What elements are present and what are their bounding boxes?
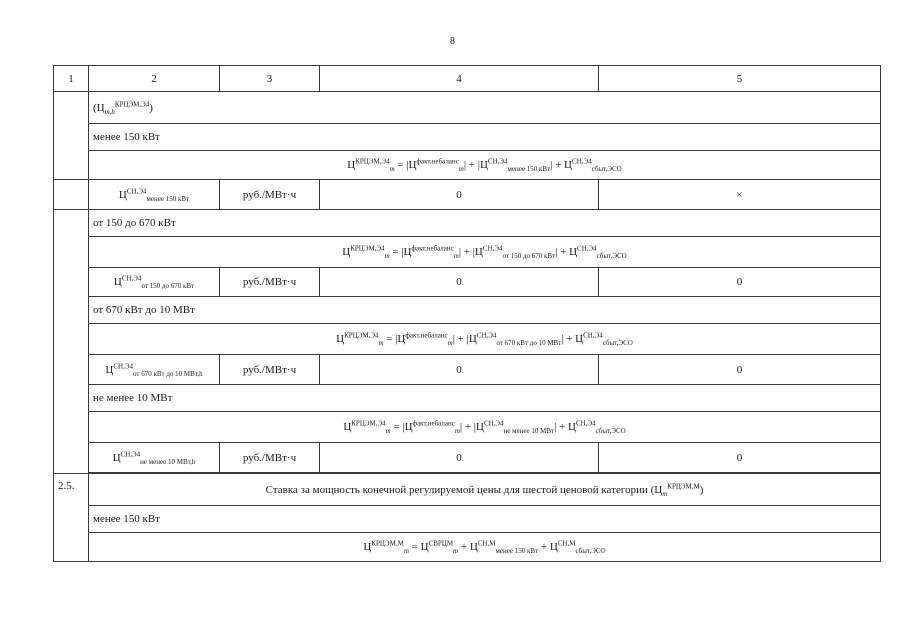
tariff-table (53, 65, 881, 562)
formula-cell: $Ц^{КРЦЭМ,М}_m = Ц^{СВРЦМ}_m + Ц^{СН,М}_{менее 150 кВт} + Ц^{СН,М}_{сбыт,ЭСО}$ (89, 533, 881, 562)
value-col-4: 0 (320, 268, 599, 297)
value-col-4: 0 (320, 443, 599, 473)
formula-cell: $Ц^{КРЦЭМ,Э4}_m = |Ц^{факт,небаланс}_m| + |Ц^{СН,Э4}_{от 150 до 670 кВт}| + Ц^{СН,Э4}_{сбыт,ЭСО}$ (89, 237, 881, 268)
table-row (54, 268, 881, 297)
table-row (54, 237, 881, 268)
table-row (54, 443, 881, 473)
table-row (54, 180, 881, 210)
value-col-5: × (599, 180, 881, 210)
range-label: менее 150 кВт (89, 506, 881, 533)
value-name: $Ц^{СН,Э4}_{не менее 10 МВт,h}$ (89, 443, 220, 473)
table-row (54, 324, 881, 355)
value-col-4: 0 (320, 180, 599, 210)
formula-cell: $Ц^{КРЦЭМ,Э4}_m = |Ц^{факт,небаланс}_m| + |Ц^{СН,Э4}_{не менее 10 МВт}| + Ц^{СН,Э4}_{сбыт,ЭСО}$ (89, 412, 881, 443)
table-row (54, 474, 881, 506)
unit-cell: руб./МВт·ч (220, 443, 320, 473)
value-col-5: 0 (599, 443, 881, 473)
table-row (54, 355, 881, 385)
unit-cell: руб./МВт·ч (220, 268, 320, 297)
table-header-row (54, 66, 881, 92)
table-row (54, 92, 881, 124)
number-cell-empty (54, 92, 89, 180)
range-label: от 670 кВт до 10 МВт (89, 297, 881, 324)
table-row (54, 151, 881, 180)
table-row (54, 412, 881, 443)
header-col-3: 3 (220, 66, 320, 92)
table-row (54, 297, 881, 324)
value-name: $Ц^{СН,Э4}_{менее 150 кВт}$ (89, 180, 220, 210)
value-col-4: 0 (320, 355, 599, 385)
formula-cell: $Ц^{КРЦЭМ,Э4}_m = |Ц^{факт,небаланс}_m| + |Ц^{СН,Э4}_{от 670 кВт до 10 МВт}| + Ц^{СН,Э4}_{сбыт,ЭСО}$ (89, 324, 881, 355)
header-col-2: 2 (89, 66, 220, 92)
table-row (54, 506, 881, 533)
value-name: $Ц^{СН,Э4}_{от 150 до 670 кВт}$ (89, 268, 220, 297)
table-row (54, 124, 881, 151)
unit-cell: руб./МВт·ч (220, 180, 320, 210)
table-row (54, 210, 881, 237)
table-row (54, 385, 881, 412)
header-col-5: 5 (599, 66, 881, 92)
range-label: не менее 10 МВт (89, 385, 881, 412)
formula-cell: $Ц^{КРЦЭМ,Э4}_m = |Ц^{факт,небаланс}_m| + |Ц^{СН,Э4}_{менее 150 кВт}| + Ц^{СН,Э4}_{сбыт,ЭСО}$ (89, 151, 881, 180)
header-col-1: 1 (54, 66, 89, 92)
header-col-4: 4 (320, 66, 599, 92)
page-number: 8 (450, 36, 455, 47)
table-row (54, 533, 881, 562)
value-col-5: 0 (599, 355, 881, 385)
section-number: 2.5. (54, 474, 89, 562)
number-cell-empty (54, 180, 89, 210)
unit-cell: руб./МВт·ч (220, 355, 320, 385)
symbol-cell: $(Ц_{m,h}^{КРЦЭМ,Э4})$ (89, 92, 881, 124)
range-label: менее 150 кВт (89, 124, 881, 151)
section-title: Ставка за мощность конечной регулируемой цены для шестой ценовой категории $(Ц_m^{КРЦЭМ,М})$ (89, 474, 881, 506)
value-col-5: 0 (599, 268, 881, 297)
number-cell-empty (54, 210, 89, 474)
range-label: от 150 до 670 кВт (89, 210, 881, 237)
value-name: $Ц^{СН,Э4}_{от 670 кВт до 10 МВт,h}$ (89, 355, 220, 385)
